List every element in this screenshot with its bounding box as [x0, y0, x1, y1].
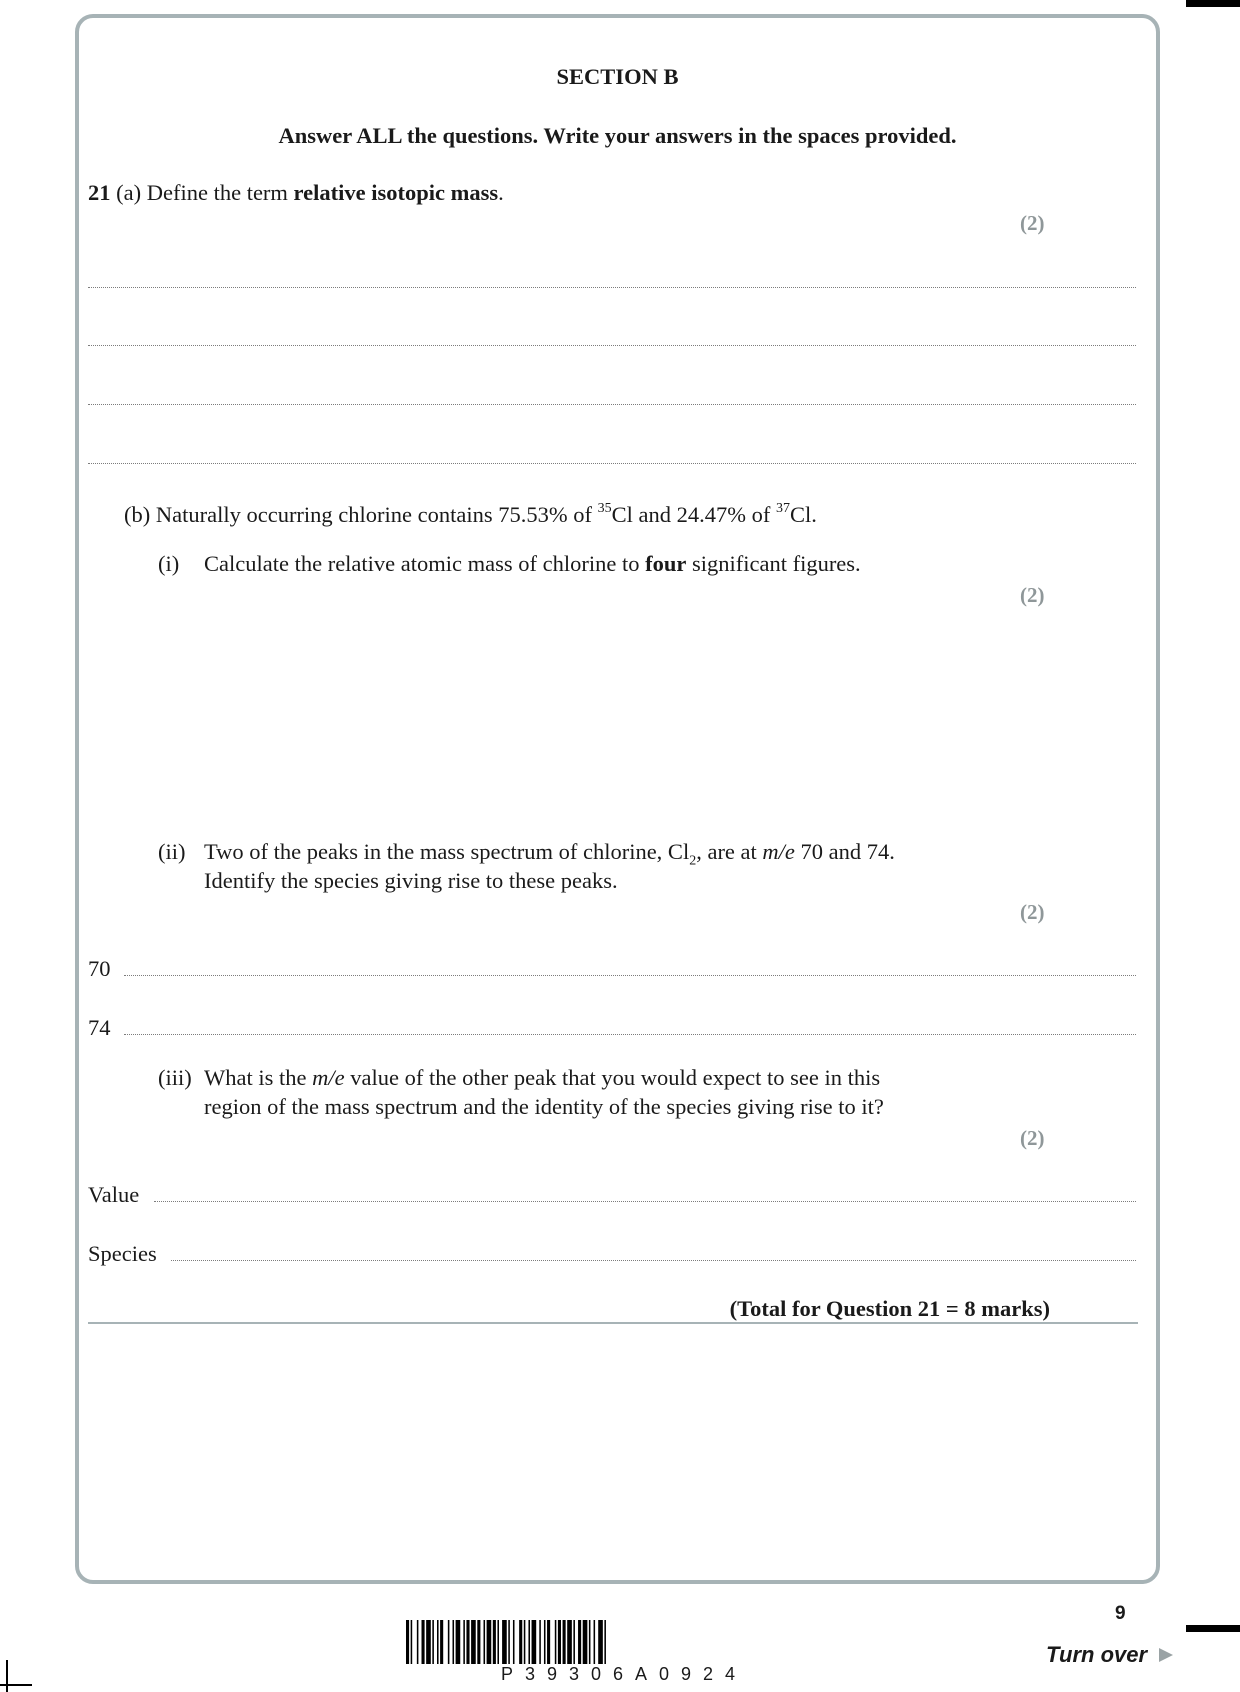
- part-b-label: (b): [124, 502, 151, 527]
- corner-mark-top-right: [1186, 0, 1240, 7]
- chlorine-subscript: 2: [689, 853, 697, 869]
- part-b-iii-me: m/e: [312, 1065, 345, 1090]
- part-b-text-2: and 24.47% of: [632, 502, 776, 527]
- barcode-bar: [513, 1620, 515, 1664]
- page-number: 9: [1115, 1603, 1126, 1624]
- barcode-number: P39306A0924: [500, 1664, 748, 1684]
- part-b-text: Naturally occurring chlorine contains 75.53% of: [155, 502, 598, 527]
- working-space-b-i[interactable]: [88, 620, 1136, 820]
- corner-mark-bottom-left-vertical: [6, 1660, 8, 1692]
- barcode-bar: [589, 1620, 591, 1664]
- part-b-iii-marks: (2): [1020, 1126, 1045, 1150]
- turn-over-text: Turn over: [1046, 1642, 1148, 1667]
- isotope-37-symbol: Cl.: [790, 502, 817, 527]
- question-total: (Total for Question 21 = 8 marks): [729, 1296, 1050, 1321]
- part-a-label: (a): [116, 180, 142, 205]
- isotope-35-mass: 35: [597, 500, 612, 516]
- answer-line-70[interactable]: [124, 975, 1136, 976]
- part-b-i-text: [204, 550, 861, 578]
- barcode-bar: [411, 1620, 413, 1664]
- part-b-ii-line1: [204, 838, 895, 869]
- part-b-ii-me: m/e: [762, 839, 795, 864]
- part-b-stem: [124, 501, 817, 529]
- barcode-bar: [487, 1620, 492, 1664]
- barcode-bar: [466, 1620, 469, 1664]
- answer-line-a-3[interactable]: [88, 404, 1136, 405]
- answer-line-value[interactable]: [154, 1201, 1136, 1202]
- part-b-ii-text-a: Two of the peaks in the mass spectrum of chlorine, Cl: [204, 839, 690, 864]
- barcode-bar: [578, 1620, 581, 1664]
- barcode-bar: [417, 1620, 419, 1664]
- barcode-bar: [598, 1620, 603, 1664]
- answer-label-value: Value: [88, 1182, 140, 1207]
- barcode-bar: [463, 1620, 465, 1664]
- barcode-bar: [555, 1620, 557, 1664]
- part-b-i-text-end: significant figures.: [686, 551, 861, 576]
- barcode-bar: [539, 1620, 541, 1664]
- barcode-bar: [583, 1620, 588, 1664]
- answer-line-74[interactable]: [124, 1034, 1136, 1035]
- barcode-bar: [547, 1620, 550, 1664]
- barcode-bar: [477, 1620, 480, 1664]
- isotope-35-symbol: Cl: [611, 502, 633, 527]
- section-title: SECTION B: [556, 64, 679, 89]
- barcode-bar: [558, 1620, 561, 1664]
- turn-over-arrow-icon: [1157, 1646, 1175, 1664]
- part-a-period: .: [498, 180, 504, 205]
- question-end-rule: [88, 1322, 1138, 1324]
- part-b-ii-label: (ii): [158, 839, 186, 864]
- isotope-37-mass: 37: [776, 500, 790, 516]
- answer-line-a-1[interactable]: [88, 287, 1136, 288]
- part-b-iii-text-b: value of the other peak that you would expect to see in this: [344, 1065, 881, 1090]
- part-a-marks: (2): [1020, 211, 1045, 235]
- barcode-bar: [524, 1620, 526, 1664]
- barcode-bar: [508, 1620, 510, 1664]
- barcode-bar: [493, 1620, 496, 1664]
- barcode-bar: [528, 1620, 530, 1664]
- barcode-bars: [404, 1620, 844, 1664]
- barcode-bar: [502, 1620, 507, 1664]
- barcode-bar: [532, 1620, 537, 1664]
- part-b-i-marks: (2): [1020, 583, 1045, 607]
- part-b-i-text-start: Calculate the relative atomic mass of chlorine to: [204, 551, 646, 576]
- answer-line-species[interactable]: [171, 1260, 1136, 1261]
- part-b-iii-line2: region of the mass spectrum and the identity of the species giving rise to it?: [204, 1094, 884, 1119]
- barcode-bar: [484, 1620, 486, 1664]
- part-b-ii-text-c: 70 and 74.: [794, 839, 895, 864]
- part-b-i-label: (i): [158, 551, 180, 576]
- barcode-bar: [567, 1620, 572, 1664]
- answer-line-a-2[interactable]: [88, 345, 1136, 346]
- part-b-iii-label: (iii): [158, 1065, 192, 1090]
- barcode-bar: [519, 1620, 522, 1664]
- part-b-ii-line2: Identify the species giving rise to these peaks.: [204, 868, 618, 893]
- barcode-bar: [406, 1620, 409, 1664]
- barcode-bar: [437, 1620, 439, 1664]
- turn-over-label: [1046, 1642, 1175, 1668]
- answer-label-74: 74: [88, 1015, 111, 1040]
- question-number: 21: [88, 180, 111, 205]
- question-21a: [88, 179, 504, 207]
- corner-mark-bottom-left: [0, 1684, 32, 1686]
- barcode-bar: [422, 1620, 425, 1664]
- part-a-term: relative isotopic mass: [293, 180, 499, 205]
- barcode-bar: [563, 1620, 566, 1664]
- answer-label-species: Species: [88, 1241, 157, 1266]
- barcode: [404, 1620, 844, 1692]
- part-b-ii-text-b: , are at: [696, 839, 763, 864]
- barcode-bar: [604, 1620, 606, 1664]
- instructions: Answer ALL the questions. Write your answers in the spaces provided.: [278, 123, 957, 148]
- barcode-bar: [456, 1620, 461, 1664]
- answer-label-70: 70: [88, 956, 111, 981]
- barcode-bar: [497, 1620, 499, 1664]
- part-b-iii-line1: [204, 1064, 880, 1092]
- barcode-bar: [426, 1620, 431, 1664]
- part-b-iii-text-a: What is the: [204, 1065, 313, 1090]
- part-b-i-bold: four: [645, 551, 687, 576]
- barcode-bar: [544, 1620, 546, 1664]
- barcode-bar: [471, 1620, 476, 1664]
- part-a-text: Define the term: [146, 180, 294, 205]
- answer-line-a-4[interactable]: [88, 463, 1136, 464]
- barcode-bar: [594, 1620, 596, 1664]
- barcode-bar: [432, 1620, 434, 1664]
- barcode-bar: [440, 1620, 443, 1664]
- barcode-bar: [573, 1620, 575, 1664]
- part-b-ii-marks: (2): [1020, 900, 1045, 924]
- corner-mark-bottom-right: [1186, 1625, 1240, 1632]
- barcode-bar: [453, 1620, 455, 1664]
- barcode-bar: [448, 1620, 450, 1664]
